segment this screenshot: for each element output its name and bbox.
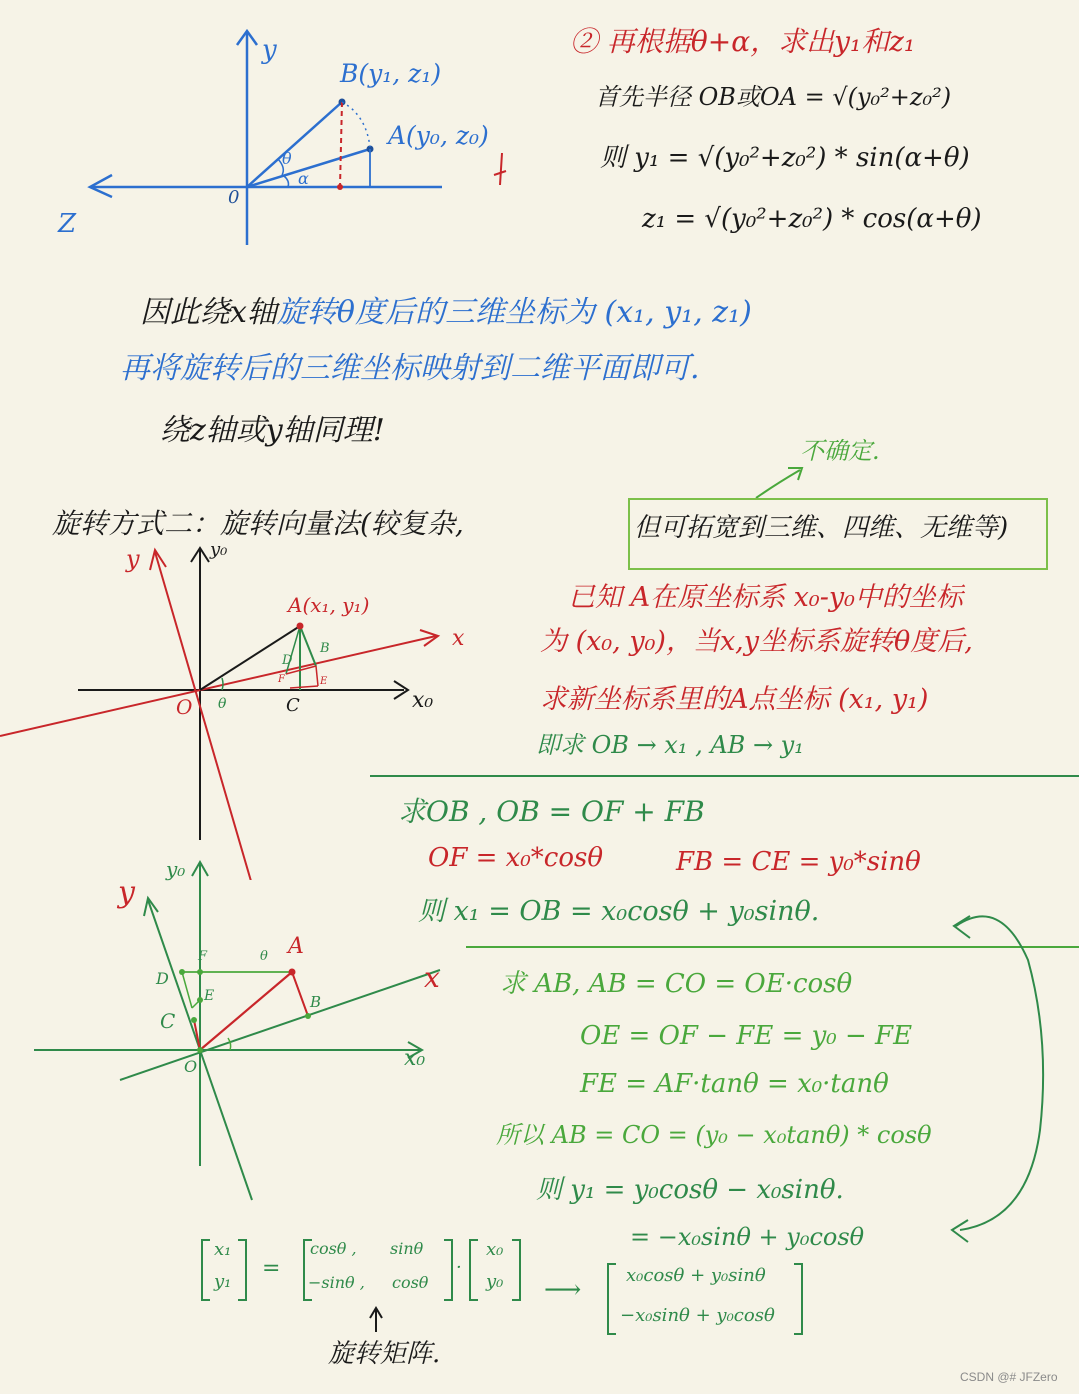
matrix-lhs-bottom: y₁: [214, 1271, 232, 1292]
ab-y1-alt: = −x₀sinθ + y₀cosθ: [630, 1223, 865, 1251]
d2-y0-axis-label: y₀: [210, 539, 228, 560]
ab-y1: 则 y₁ = y₀cosθ − x₀sinθ.: [536, 1175, 844, 1205]
d2-x0-axis-label: x₀: [412, 688, 434, 713]
matrix-m12: sinθ: [390, 1239, 424, 1258]
d2-d-label: D: [282, 653, 293, 668]
divider-ob: [370, 775, 1079, 777]
d1-theta-label: θ: [282, 149, 292, 168]
d3-a-label: A: [288, 934, 304, 959]
d1-origin-label: 0: [228, 187, 240, 208]
step2-radius: 首先半径 OB或OA = √(y₀²+z₀²): [595, 83, 952, 111]
ab-sum: 所以 AB = CO = (y₀ − x₀tanθ) * cosθ: [496, 1121, 932, 1149]
summary-line1-black: 因此绕x轴: [140, 295, 277, 330]
summary-line3: 绕z轴或y轴同理!: [160, 413, 385, 448]
d3-origin-label: O: [184, 1057, 198, 1076]
ob-fb: FB = CE = y₀*sinθ: [676, 847, 921, 877]
diagram-rotation-detail: [20, 857, 460, 1220]
matrix-lhs-top: x₁: [214, 1239, 232, 1260]
summary-line1: [140, 296, 752, 331]
d2-y-axis-label: y: [126, 545, 140, 573]
ab-line1: 求 AB, AB = CO = OE·cosθ: [500, 969, 853, 999]
d2-origin-label: O: [176, 695, 193, 719]
uncertain-note: 不确定.: [800, 437, 880, 465]
d3-e-label: E: [204, 988, 215, 1004]
d3-c-label: C: [160, 1009, 176, 1033]
step2-y1-formula: 则 y₁ = √(y₀²+z₀²) * sin(α+θ): [600, 143, 970, 173]
d3-f-label: F: [198, 949, 208, 964]
ab-fe: FE = AF·tanθ = x₀·tanθ: [580, 1069, 889, 1099]
matrix-equals: =: [262, 1256, 281, 1281]
problem-line3: 求新坐标系里的A点坐标 (x₁, y₁): [540, 684, 929, 715]
d2-theta-label: θ: [218, 696, 227, 712]
d2-c-label: C: [286, 695, 300, 716]
matrix-m22: cosθ: [392, 1273, 429, 1292]
matrix-brackets: [196, 1236, 816, 1346]
d3-d-label: D: [156, 969, 169, 988]
summary-line1-blue: 旋转θ度后的三维坐标为 (x₁, y₁, z₁): [276, 295, 752, 330]
d2-f-label: F: [278, 674, 285, 685]
matrix-vector-top: x₀: [486, 1239, 504, 1260]
d2-point-a-label: A(x₁, y₁): [288, 593, 370, 617]
method2-boxed-text: 但可拓宽到三维、四维、无维等): [634, 513, 1009, 543]
matrix-m21: −sinθ ,: [308, 1273, 365, 1292]
ob-result: 则 x₁ = OB = x₀cosθ + y₀sinθ.: [418, 896, 820, 927]
matrix-result-arrow: ⟶: [544, 1275, 582, 1305]
diagram-rotation-vector: [0, 540, 540, 880]
matrix-dot: ·: [456, 1257, 462, 1278]
matrix-result-bottom: −x₀sinθ + y₀cosθ: [620, 1305, 775, 1326]
d1-z-axis-label: Z: [58, 209, 77, 239]
problem-line4: 即求 OB → x₁ , AB → y₁: [536, 731, 804, 759]
d2-e-label: E: [320, 676, 328, 687]
matrix-m11: cosθ ,: [310, 1239, 357, 1258]
d3-x-axis-label: x: [424, 961, 440, 994]
method2-title: 旋转方式二：旋转向量法(较复杂,: [52, 507, 464, 540]
matrix-result-top: x₀cosθ + y₀sinθ: [626, 1265, 766, 1286]
d2-b-label: B: [320, 641, 330, 656]
d1-point-b-label: B(y₁, z₁): [340, 59, 442, 88]
d1-y-axis-label: y: [262, 35, 277, 65]
summary-line2: 再将旋转后的三维坐标映射到二维平面即可.: [120, 351, 700, 386]
step2-heading: ② 再根据θ+α，求出y₁和z₁: [570, 25, 916, 58]
ob-of: OF = x₀*cosθ: [428, 843, 603, 873]
problem-line1: 已知 A在原坐标系 x₀-y₀中的坐标: [568, 582, 963, 613]
problem-line2: 为 (x₀, y₀)，当x,y坐标系旋转θ度后,: [540, 626, 973, 657]
d3-y-axis-label: y: [118, 875, 135, 910]
connector-arrow: [940, 900, 1050, 1260]
matrix-vector-bottom: y₀: [486, 1271, 504, 1292]
d3-b-label: B: [310, 993, 322, 1011]
ob-line1: 求OB , OB = OF + FB: [398, 795, 705, 828]
d3-x0-axis-label: x₀: [404, 1046, 426, 1071]
d3-y0-axis-label: y₀: [166, 857, 186, 881]
watermark: CSDN @# JFZero: [960, 1370, 1058, 1384]
d2-x-axis-label: x: [452, 626, 465, 651]
ab-oe: OE = OF − FE = y₀ − FE: [580, 1021, 913, 1051]
step2-z1-formula: z₁ = √(y₀²+z₀²) * cos(α+θ): [642, 204, 982, 234]
d1-alpha-label: α: [298, 169, 309, 188]
d3-theta-label: θ: [260, 949, 268, 964]
matrix-caption: 旋转矩阵.: [328, 1339, 441, 1369]
d1-point-a-label: A(y₀, z₀): [388, 121, 489, 150]
